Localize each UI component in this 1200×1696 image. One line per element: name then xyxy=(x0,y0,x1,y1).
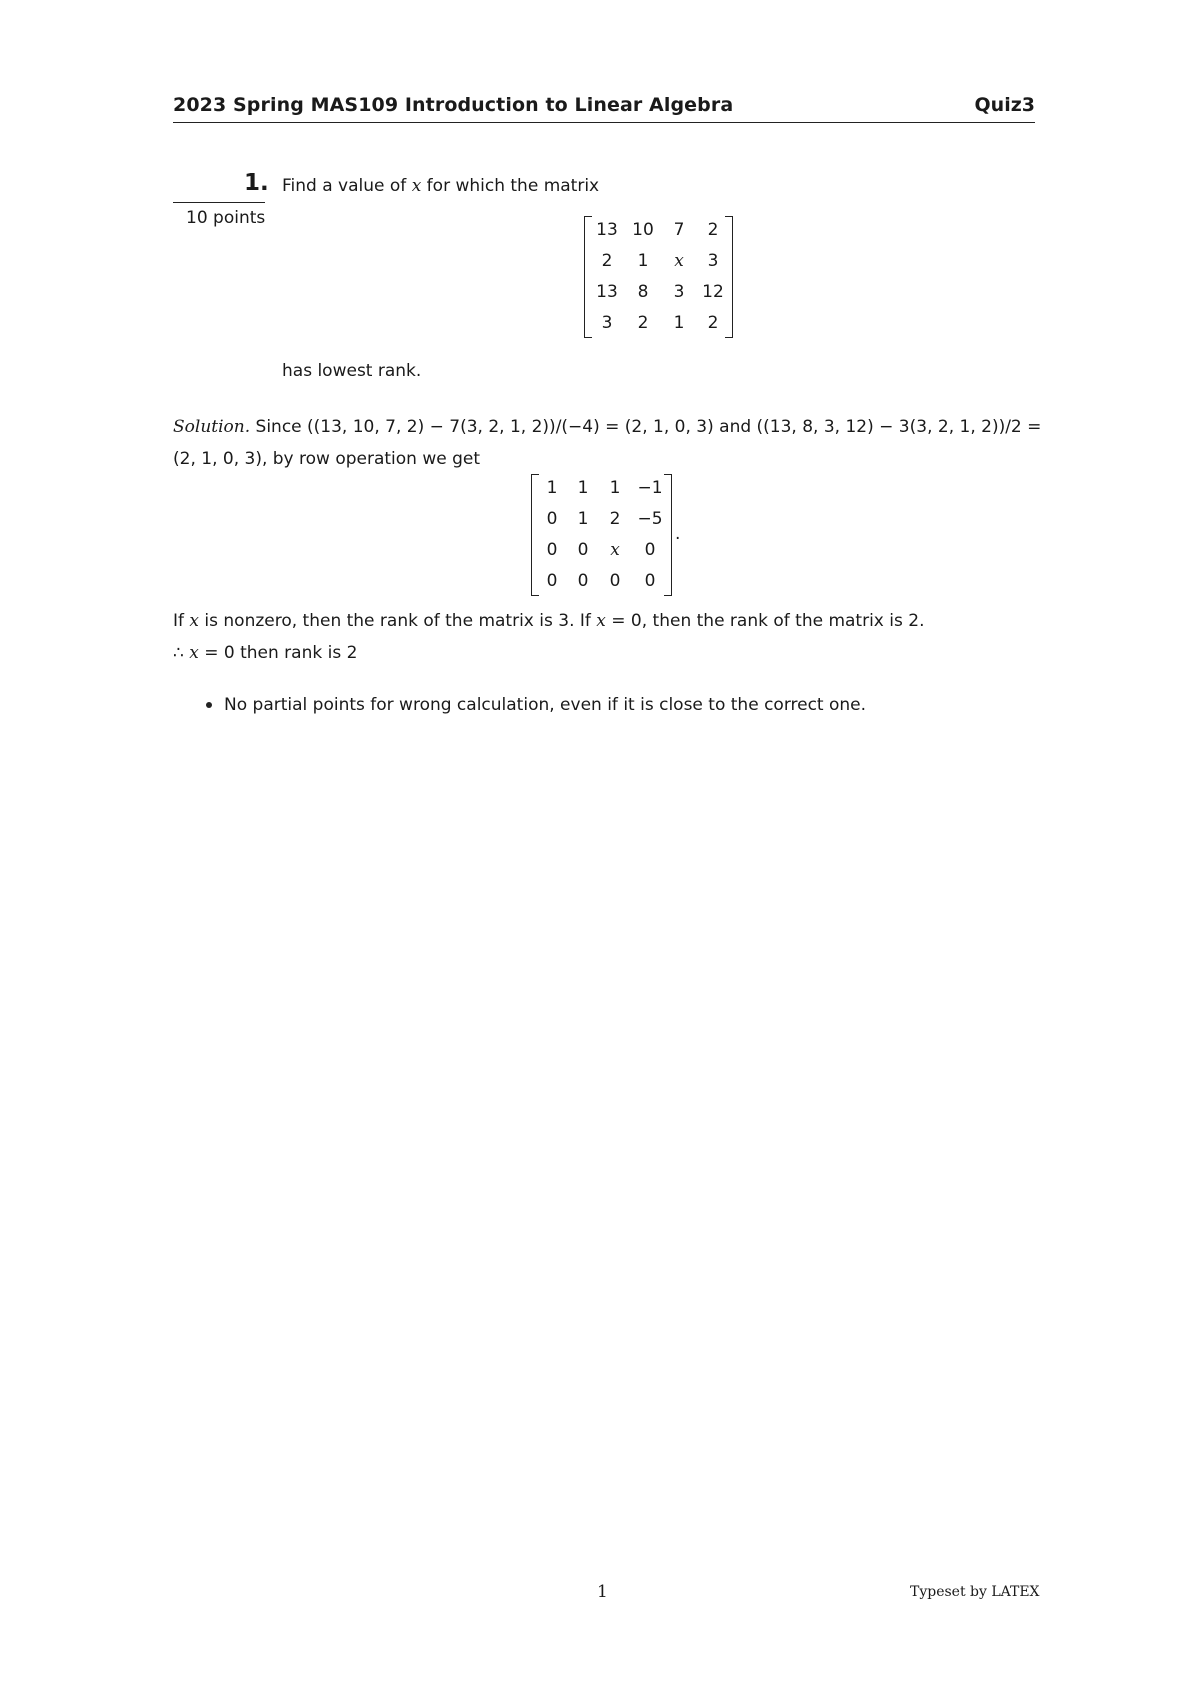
matrix-cell: 2 xyxy=(601,250,613,271)
matrix-cell: 3 xyxy=(707,250,719,271)
quiz-label: Quiz3 xyxy=(974,94,1035,116)
matrix-row xyxy=(590,307,730,338)
matrix-cell: 2 xyxy=(637,312,649,333)
matrix-cell: 3 xyxy=(601,312,613,333)
matrix-cell: 1 xyxy=(546,477,558,498)
line3-part-c: = 0, then the rank of the matrix is 2. xyxy=(605,611,925,631)
matrix-cell: 1 xyxy=(637,250,649,271)
problem-prompt xyxy=(282,176,599,196)
matrix-cell: 1 xyxy=(609,477,621,498)
matrix-cell: 2 xyxy=(609,508,621,529)
line4-text: = 0 then rank is 2 xyxy=(198,643,358,663)
problem-closing: has lowest rank. xyxy=(282,361,422,381)
page-header xyxy=(173,94,1035,123)
matrix-row xyxy=(590,214,730,245)
matrix-row xyxy=(590,276,730,307)
matrix-cell: −1 xyxy=(637,477,663,498)
matrix-row xyxy=(537,503,669,534)
prompt-after: for which the matrix xyxy=(421,176,600,196)
solution-matrix-right-bracket xyxy=(664,474,672,596)
matrix-cell: 1 xyxy=(673,312,685,333)
line3-part-b: is nonzero, then the rank of the matrix is 3. If xyxy=(199,611,597,631)
prompt-before: Find a value of xyxy=(282,176,412,196)
matrix-cell: x xyxy=(610,539,620,560)
therefore-symbol: ∴ xyxy=(173,643,184,663)
variable-x: x xyxy=(596,611,606,631)
matrix-cell: 8 xyxy=(637,281,649,302)
points-divider xyxy=(173,202,265,203)
matrix-cell: 0 xyxy=(546,570,558,591)
matrix-cell: 1 xyxy=(577,508,589,529)
matrix-cell: 2 xyxy=(707,219,719,240)
variable-x: x xyxy=(189,643,199,663)
solution-matrix xyxy=(537,472,669,596)
solution-label: Solution. xyxy=(173,417,251,437)
matrix-row xyxy=(537,472,669,503)
line3-part-a: If xyxy=(173,611,190,631)
typeset-credit: Typeset by LATEX xyxy=(910,1584,1040,1600)
matrix-cell: 0 xyxy=(577,539,589,560)
matrix-cell: 0 xyxy=(546,508,558,529)
matrix-cell: 0 xyxy=(644,539,656,560)
solution-line-3 xyxy=(173,611,924,631)
solution-line-2: (2, 1, 0, 3), by row operation we get xyxy=(173,449,481,469)
solution-line-1 xyxy=(173,417,1041,437)
matrix-cell: 3 xyxy=(673,281,685,302)
points-label: 10 points xyxy=(186,208,266,228)
matrix-row xyxy=(590,245,730,276)
solution-text-1: Since ((13, 10, 7, 2) − 7(3, 2, 1, 2))/(−4) = (2, 1, 0, 3) and ((13, 8, 3, 12) − 3(3, 2, 1, 2))/2 = xyxy=(250,417,1042,437)
problem-number: 1. xyxy=(244,170,269,196)
matrix-cell: 12 xyxy=(702,281,724,302)
problem-matrix xyxy=(590,214,730,338)
solution-line-4 xyxy=(173,643,357,663)
course-title: 2023 Spring MAS109 Introduction to Linear Algebra xyxy=(173,94,734,116)
matrix-cell: 13 xyxy=(596,219,618,240)
page-number: 1 xyxy=(597,1582,608,1602)
matrix-cell: 7 xyxy=(673,219,685,240)
matrix-cell: −5 xyxy=(637,508,663,529)
matrix-cell: 0 xyxy=(609,570,621,591)
matrix-cell: 1 xyxy=(577,477,589,498)
matrix-cell: 0 xyxy=(644,570,656,591)
matrix-cell: 2 xyxy=(707,312,719,333)
matrix-cell: 0 xyxy=(546,539,558,560)
bullet-icon xyxy=(206,702,212,708)
matrix-right-bracket xyxy=(725,216,733,338)
grading-note: No partial points for wrong calculation, even if it is close to the correct one. xyxy=(224,695,867,715)
matrix-cell: 0 xyxy=(577,570,589,591)
matrix-row xyxy=(537,534,669,565)
matrix-period: . xyxy=(675,524,681,544)
matrix-cell: x xyxy=(674,250,684,271)
variable-x: x xyxy=(411,176,422,196)
matrix-cell: 10 xyxy=(632,219,654,240)
matrix-row xyxy=(537,565,669,596)
matrix-cell: 13 xyxy=(596,281,618,302)
variable-x: x xyxy=(189,611,199,631)
